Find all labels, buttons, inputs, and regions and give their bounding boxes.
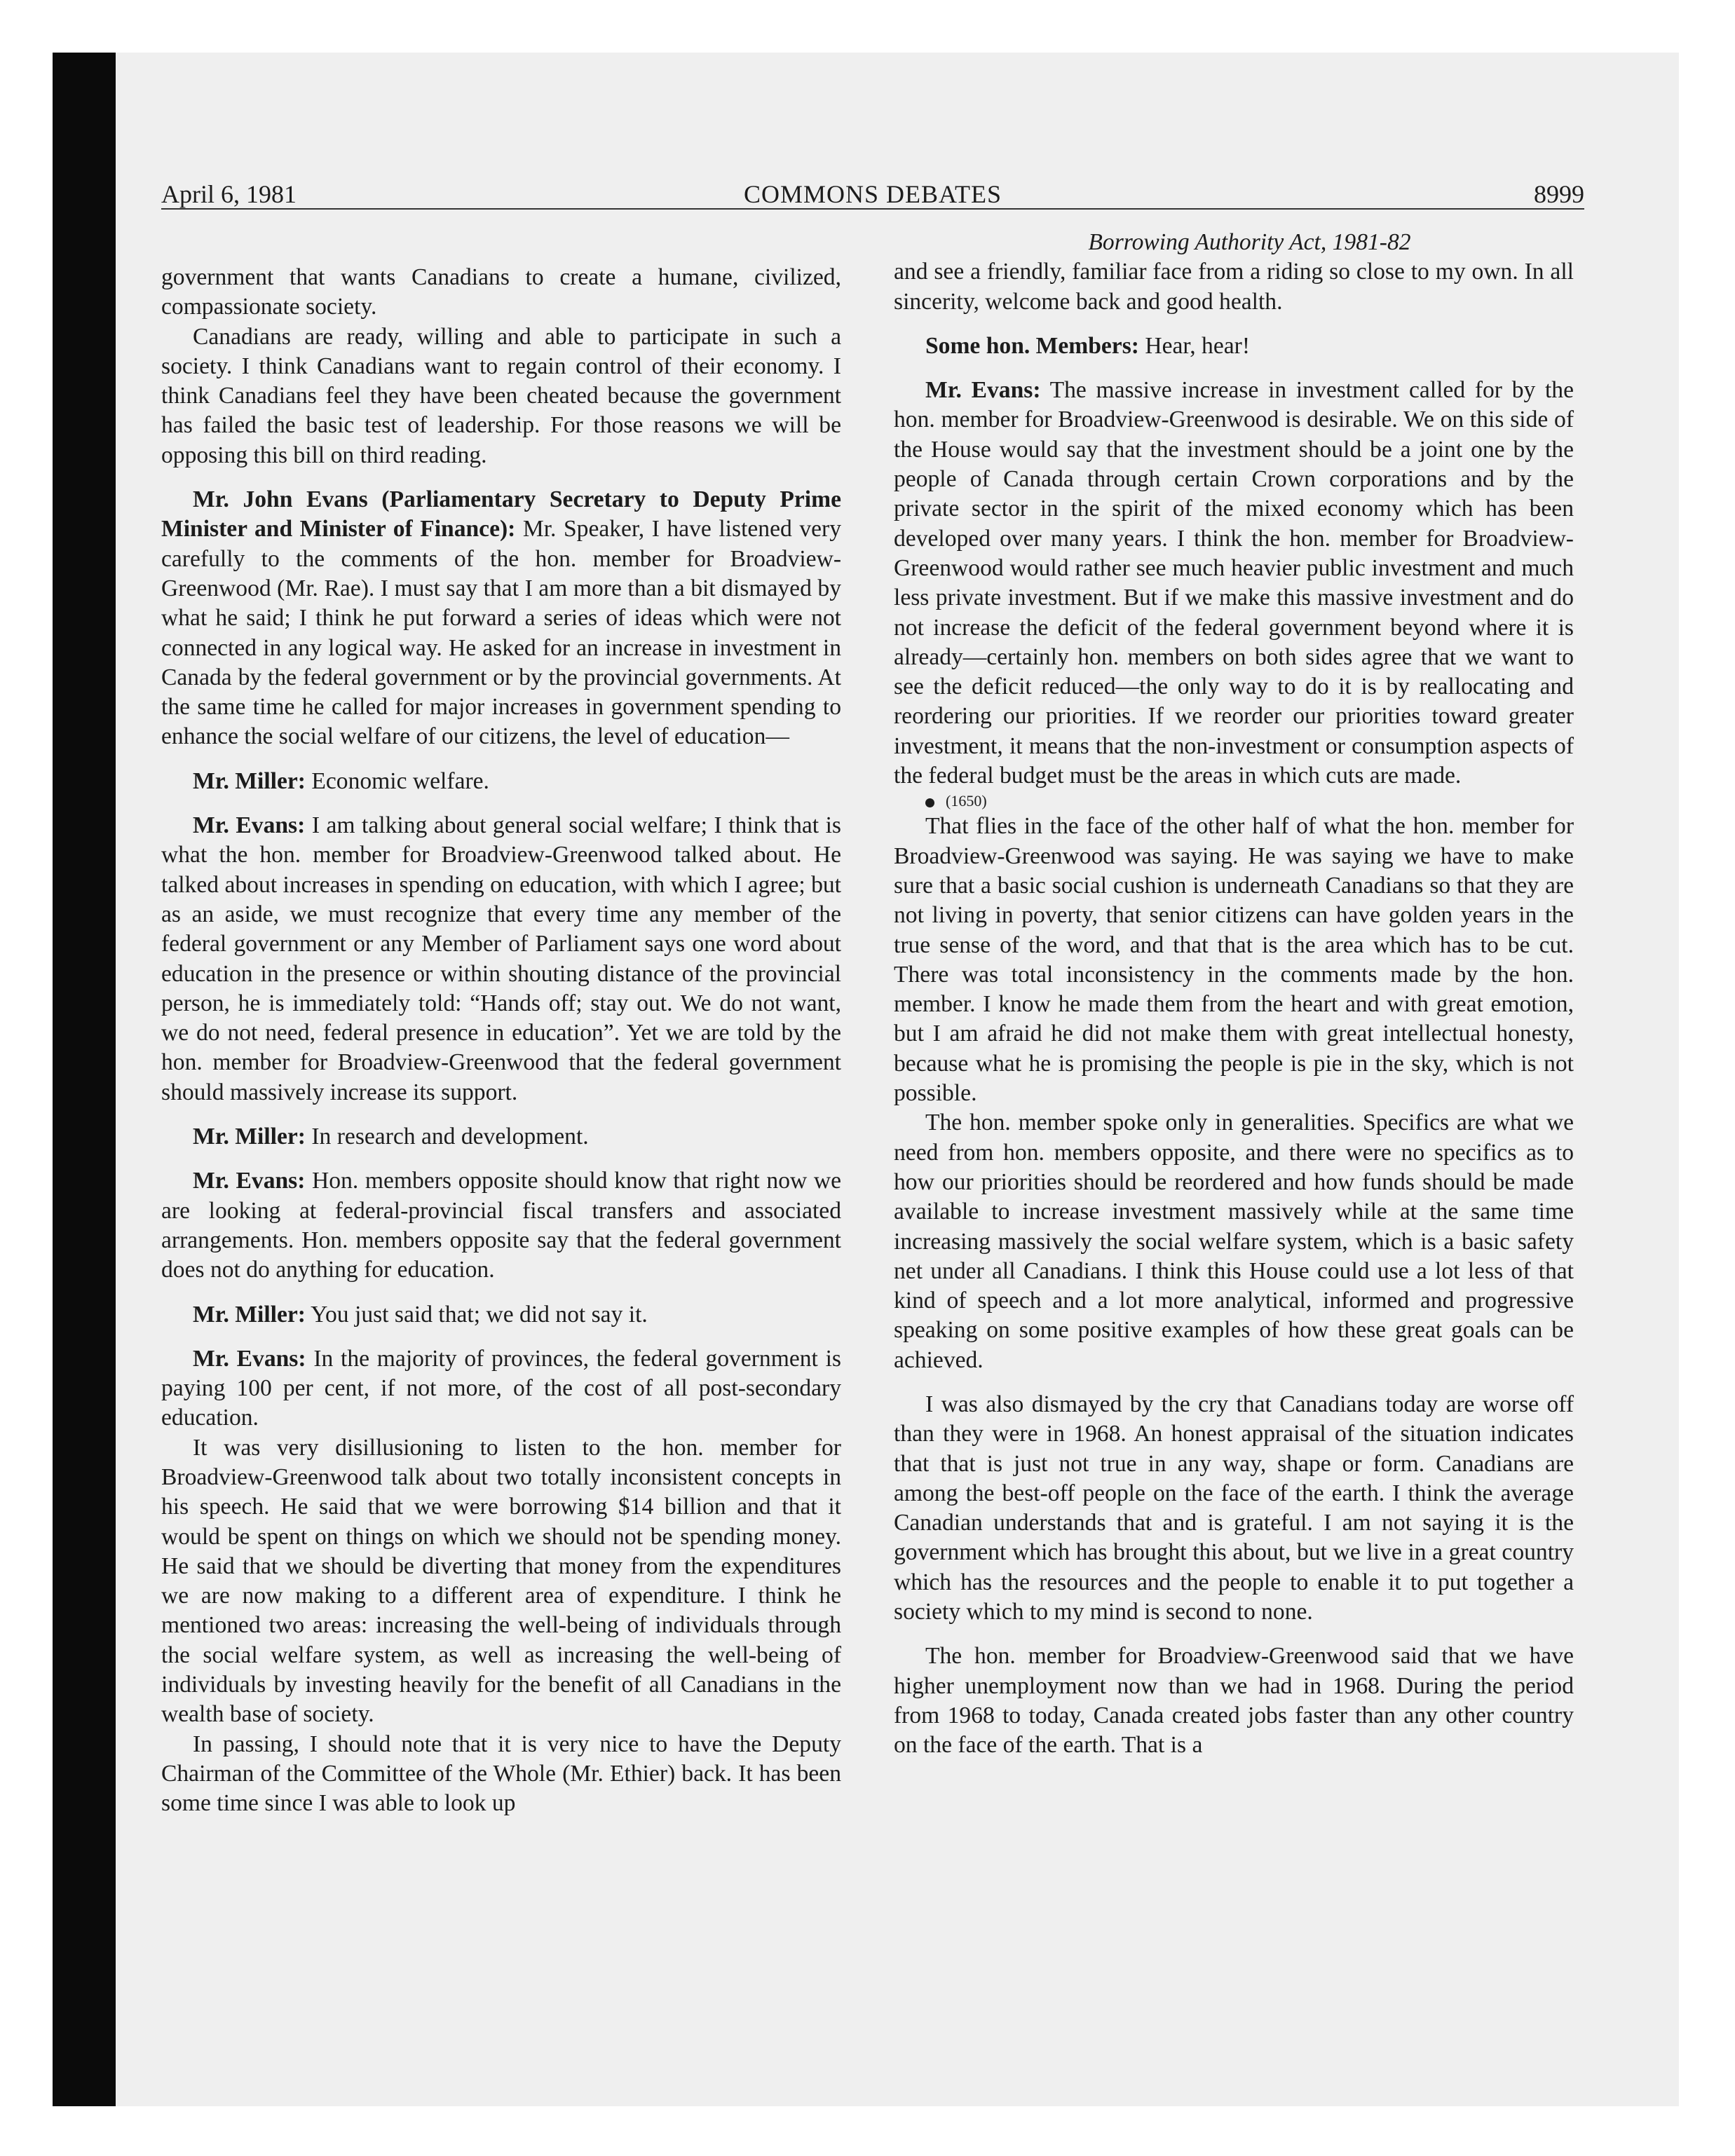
paragraph: In passing, I should note that it is very nice to have the Deputy Chairman of the Committee of the Whole (Mr. Ethier) back. It has been some time since I was able to look up <box>161 1731 841 1817</box>
header-title: COMMONS DEBATES <box>743 180 1002 208</box>
speech-paragraph <box>161 767 841 796</box>
paragraph: and see a friendly, familiar face from a riding so close to my own. In all sincerity, welcome back and good health. <box>894 259 1574 315</box>
speech-text: Hear, hear! <box>1138 332 1251 359</box>
time-marker <box>894 791 1574 812</box>
page-header <box>161 180 1584 210</box>
paragraph: Canadians are ready, willing and able to participate in such a society. I think Canadians want to regain control of their economy. I think Canadians feel they have been cheated because the government has failed the basic test of leadership. For those reasons we will be opposing this bill on third reading. <box>161 323 841 468</box>
speech-paragraph <box>161 811 841 1107</box>
speaker-name: Mr. Miller: <box>193 1301 306 1328</box>
speech-text: You just said that; we did not say it. <box>305 1301 648 1328</box>
speech-text: The massive increase in investment called for by the hon. member for Broadview-Greenwood is desirable. We on this side of the House would say that the investment should be a joint one by the people of Canada through certain Crown corporations and by the private sector in the spirit of the mixed economy which has been developed over many years. I think the hon. member for Broadview-Greenwood would rather see much heavier public investment and much less private investment. But if we make this massive investment and do not increase the deficit of the federal government beyond where it is already—certainly hon. members on both sides agree that we want to see the deficit reduced—the only way to do it is by reallocating and reordering our priorities. If we reorder our priorities toward greater investment, it means that the non-investment or consumption aspects of the federal budget must be the areas in which cuts are made. <box>894 377 1574 789</box>
speaker-name: Some hon. Members: <box>925 332 1139 359</box>
speech-text: Mr. Speaker, I have listened very carefully to the comments of the hon. member for Broadview-Greenwood (Mr. Rae). I must say that I am more than a bit dismayed by what he said; I think he put forward a series of ideas which were not connected in any logical way. He asked for an increase in investment in Canada by the federal government or by the provincial governments. At the same time he called for major increases in government spending to enhance the social welfare of our citizens, the level of education— <box>161 516 841 750</box>
speaker-name: Mr. Miller: <box>193 1124 306 1150</box>
speaker-name: Mr. Evans: <box>925 377 1041 404</box>
paragraph: That flies in the face of the other half of what the hon. member for Broadview-Greenwood was saying. He was saying we have to make sure that a basic social cushion is underneath Canadians so that they are not living in poverty, that senior citizens can have golden years in the true sense of the word, and that that is the area which has to be cut. There was total inconsistency in the comments made by the hon. member. I know he made them from the heart and with great emotion, but I am afraid he did not make them with great intellectual honesty, because what he is promising the people is pie in the sky, which is not possible. <box>894 813 1574 1107</box>
speech-paragraph <box>161 1344 841 1433</box>
header-date: April 6, 1981 <box>161 180 297 208</box>
speech-paragraph <box>894 376 1574 791</box>
speech-paragraph <box>894 332 1574 361</box>
scan-edge-bar <box>53 53 116 2106</box>
right-column <box>894 228 1574 1761</box>
speech-text: In research and development. <box>305 1124 589 1150</box>
speech-paragraph <box>161 1300 841 1330</box>
paragraph: I was also dismayed by the cry that Canadians today are worse off than they were in 1968. An honest appraisal of the situation indicates that that is just not true in any way, shape or form. Canadians are among the best-off people on the face of the earth. I think the average Canadian understands that and is grateful. I am not saying it is the government which has brought this about, but we live in a great country which has the resources and the people to enable it to put together a society which to my mind is second to none. <box>894 1391 1574 1625</box>
document-page <box>116 53 1679 2106</box>
paragraph: government that wants Canadians to create a humane, civilized, compassionate society. <box>161 264 841 320</box>
speech-text: In the majority of provinces, the federal government is paying 100 per cent, if not more, of the cost of all post-secondary education. <box>161 1345 841 1431</box>
page-number: 8999 <box>1534 180 1584 208</box>
speech-paragraph <box>161 485 841 752</box>
paragraph: The hon. member for Broadview-Greenwood said that we have higher unemployment now than we had in 1968. During the period from 1968 to today, Canada created jobs faster than any other country on the face of the earth. That is a <box>894 1643 1574 1759</box>
left-column <box>161 263 841 1819</box>
paragraph: It was very disillusioning to listen to the hon. member for Broadview-Greenwood talk about two totally inconsistent concepts in his speech. He said that we were borrowing $14 billion and that it would be spent on things on which we should not be spending money. He said that we should be diverting that money from the expenditures we are now making to a different area of expenditure. I think he mentioned two areas: increasing the well-being of individuals through the social welfare system, as well as increasing the well-being of individuals by investing heavily for the benefit of all Canadians in the wealth base of society. <box>161 1434 841 1728</box>
speech-text: Economic welfare. <box>305 767 489 794</box>
bullet-icon <box>925 798 934 807</box>
speaker-name: Mr. Evans: <box>193 812 306 839</box>
speaker-name: Mr. Miller: <box>193 767 306 794</box>
speech-text: I am talking about general social welfare; I think that is what the hon. member for Broadview-Greenwood talked about. He talked about increases in spending on education, with which I agree; but as an aside, we must recognize that every time any member of the federal government or any Member of Parliament says one word about education in the presence or within shouting distance of the provincial person, he is immediately told: “Hands off; stay out. We do not want, we do not need, federal presence in education”. Yet we are told by the hon. member for Broadview-Greenwood that the federal government should massively increase its support. <box>161 812 841 1105</box>
speaker-name: Mr. John Evans (Parliamentary Secretary to Deputy Prime Minister and Minister of Finance): <box>161 486 841 543</box>
speaker-name: Mr. Evans: <box>193 1168 306 1194</box>
time-marker-text: (1650) <box>946 792 987 810</box>
speaker-name: Mr. Evans: <box>193 1345 306 1372</box>
speech-paragraph <box>161 1122 841 1152</box>
speech-paragraph <box>161 1166 841 1285</box>
paragraph: The hon. member spoke only in generalities. Specifics are what we need from hon. members opposite, and there were no specifics as to how our priorities should be reordered and how funds should be made available to increase investment massively while at the same time increasing massively the social welfare system, which is a basic safety net under all Canadians. I think this House could use a lot less of that kind of speech and a lot more analytical, informed and progressive speaking on some positive examples of how these great goals can be achieved. <box>894 1110 1574 1373</box>
running-head: Borrowing Authority Act, 1981-82 <box>1088 229 1411 255</box>
speech-text: Hon. members opposite should know that right now we are looking at federal-provincial fiscal transfers and associated arrangements. Hon. members opposite say that the federal government does not do anything for education. <box>161 1168 842 1283</box>
